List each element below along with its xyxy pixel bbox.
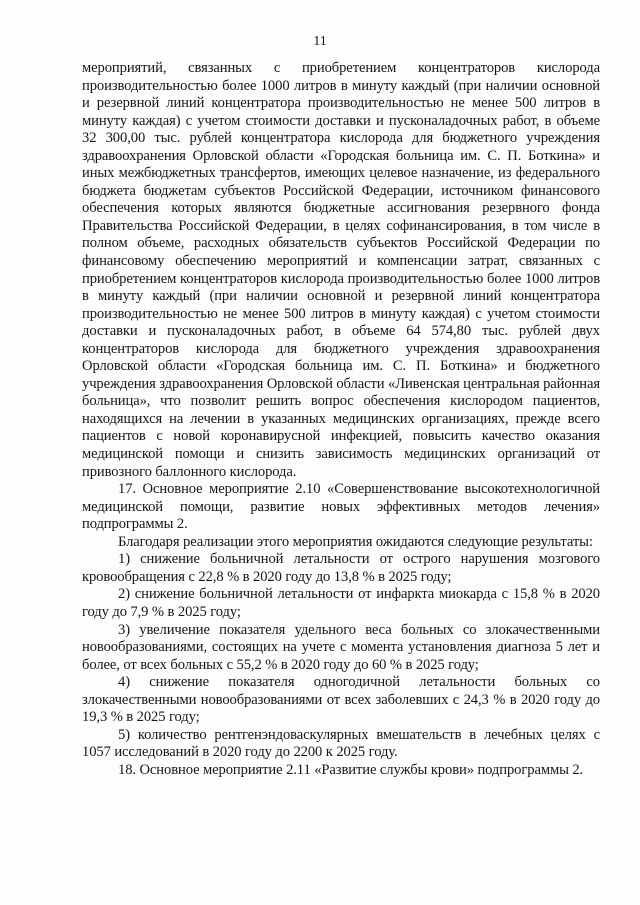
document-body [82, 60, 600, 779]
paragraph-oxygen-concentrators: мероприятий, связанных с приобретением концентраторов кислорода производительностью более 1000 литров в минуту каждый (при наличии основной и резервной линий концентратора производительностью не менее 500 литров в минуту каждая) с учетом стоимости доставки и пусконаладочных работ, в объеме 32 300,00 тыс. рублей концентратора кислорода для бюджетного учреждения здравоохранения Орловской области «Городская больница им. С. П. Боткина» и иных межбюджетных трансфертов, имеющих целевое назначение, из федерального бюджета бюджетам субъектов Российской Федерации, источником финансового обеспечения которых являются бюджетные ассигнования резервного фонда Правительства Российской Федерации, в целях софинансирования, в том числе в полном объеме, расходных обязательств субъектов Российской Федерации по финансовому обеспечению мероприятий и компенсации затрат, связанных с приобретением концентраторов кислорода производительностью более 1000 литров в минуту каждый (при наличии основной и резервной линий концентратора производительностью не менее 500 литров в минуту каждая) с учетом стоимости доставки и пусконаладочных работ, в объеме 64 574,80 тыс. рублей двух концентраторов кислорода для бюджетного учреждения здравоохранения Орловской области «Городская больница им. С. П. Боткина» и бюджетного учреждения здравоохранения Орловской области «Ливенская центральная районная больница», что позволит решить вопрос обеспечения кислородом пациентов, находящихся на лечении в указанных медицинских организациях, прежде всего пациентов с новой коронавирусной инфекцией, повысить качество оказания медицинской помощи и снизить зависимость медицинских организаций от привозного баллонного кислорода. [82, 60, 600, 480]
result-item-5: 5) количество рентгенэндоваскулярных вмешательств в лечебных целях с 1057 исследований в 2020 году до 2200 к 2025 году. [82, 726, 600, 761]
result-item-3: 3) увеличение показателя удельного веса больных со злокачественными новообразованиями, состоящих на учете с момента установления диагноза 5 лет и более, от всех больных с 55,2 % в 2020 году до 60 % в 2025 году; [82, 621, 600, 673]
result-item-2: 2) снижение больничной летальности от инфаркта миокарда с 15,8 % в 2020 году до 7,9 % в 2025 году; [82, 586, 600, 620]
paragraph-expected-results: Благодаря реализации этого мероприятия ожидаются следующие результаты: [118, 533, 593, 550]
paragraph-measure-2-11: 18. Основное мероприятие 2.11 «Развитие службы крови» подпрограммы 2. [118, 761, 584, 778]
result-item-1: 1) снижение больничной летальности от острого нарушения мозгового кровообращения с 22,8 % в 2020 году до 13,8 % в 2025 году; [82, 551, 600, 585]
result-item-4: 4) снижение показателя одногодичной летальности больных со злокачественными новообразованиями от всех заболевших с 24,3 % в 2020 году до 19,3 % в 2025 году; [82, 674, 600, 726]
paragraph-measure-2-10: 17. Основное мероприятие 2.10 «Совершенствование высокотехнологичной медицинской помощи, развитие новых эффективных методов лечения» подпрограммы 2. [82, 481, 600, 533]
page-number: 11 [313, 34, 327, 49]
